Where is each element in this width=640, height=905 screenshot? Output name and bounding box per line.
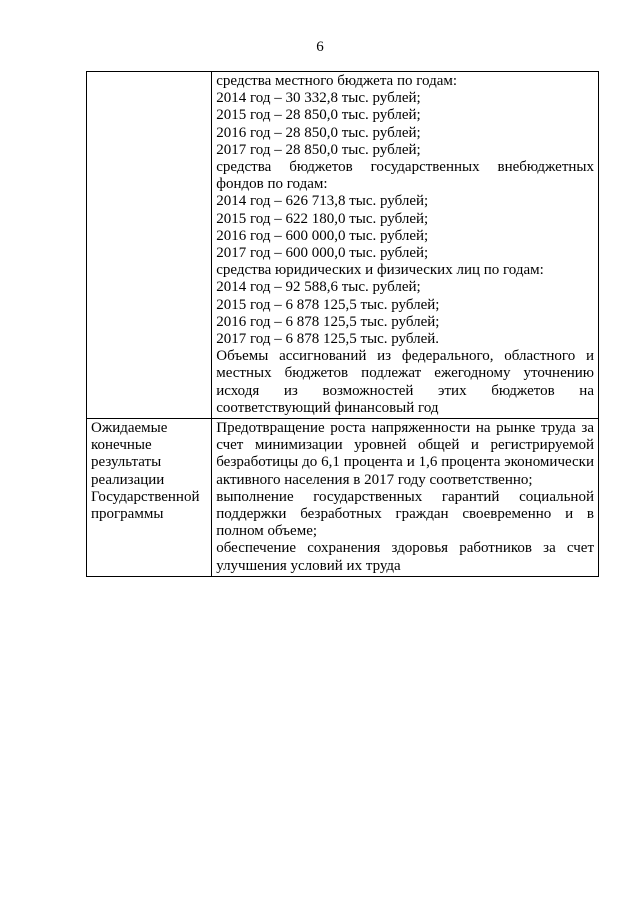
text-line: 2016 год – 28 850,0 тыс. рублей;	[216, 124, 421, 141]
label-line: Ожидаемые	[91, 420, 168, 437]
label-line: программы	[91, 506, 164, 523]
text-line: 2015 год – 622 180,0 тыс. рублей;	[216, 210, 429, 227]
text-line: 2014 год – 92 588,6 тыс. рублей;	[216, 279, 421, 296]
label-line: результаты	[91, 454, 162, 471]
text-line: 2015 год – 6 878 125,5 тыс. рублей;	[216, 296, 440, 313]
text-line: 2016 год – 600 000,0 тыс. рублей;	[216, 227, 429, 244]
program-passport-table	[86, 71, 599, 577]
text-line: 2014 год – 30 332,8 тыс. рублей;	[216, 90, 421, 107]
text-paragraph: обеспечение сохранения здоровья работников за счет улучшения условий их труда	[216, 540, 594, 574]
label-line: Государственной	[91, 488, 200, 505]
row-label-cell-funding	[87, 72, 212, 419]
text-paragraph: выполнение государственных гарантий социальной поддержки безработных граждан своевременно и в полном объеме;	[216, 488, 594, 540]
table-row-funding	[87, 72, 599, 419]
text-line: 2017 год – 6 878 125,5 тыс. рублей.	[216, 331, 440, 348]
text-paragraph: средства бюджетов государственных внебюджетных фондов по годам:	[216, 159, 594, 193]
text-paragraph: Объемы ассигнований из федерального, областного и местных бюджетов подлежат ежегодному уточнению исходя из возможностей этих бюджетов на соответствующий финансовый год	[216, 348, 594, 416]
label-line: реализации	[91, 471, 165, 488]
text-line: 2015 год – 28 850,0 тыс. рублей;	[216, 107, 421, 124]
label-line: конечные	[91, 437, 152, 454]
text-line: 2017 год – 600 000,0 тыс. рублей;	[216, 245, 429, 262]
table-row-expected-results	[87, 419, 599, 577]
funding-details	[216, 73, 594, 417]
text-line: средства местного бюджета по годам:	[216, 73, 458, 89]
text-line: 2016 год – 6 878 125,5 тыс. рублей;	[216, 313, 440, 330]
text-line: 2017 год – 28 850,0 тыс. рублей;	[216, 141, 421, 158]
text-line: средства юридических и физических лиц по годам:	[216, 262, 544, 279]
row-content-cell-expected-results	[212, 419, 599, 577]
expected-results-details	[216, 420, 594, 575]
row-label-expected-results	[91, 420, 207, 523]
row-label-cell-expected-results	[87, 419, 212, 577]
text-line: 2014 год – 626 713,8 тыс. рублей;	[216, 193, 429, 210]
row-content-cell-funding	[212, 72, 599, 419]
text-paragraph: Предотвращение роста напряженности на рынке труда за счет минимизации уровней общей и регистрируемой безработицы до 6,1 процента и 1,6 процента экономически активного населения в 2017 году соответственно;	[216, 420, 594, 488]
page-number: 6	[316, 39, 324, 55]
